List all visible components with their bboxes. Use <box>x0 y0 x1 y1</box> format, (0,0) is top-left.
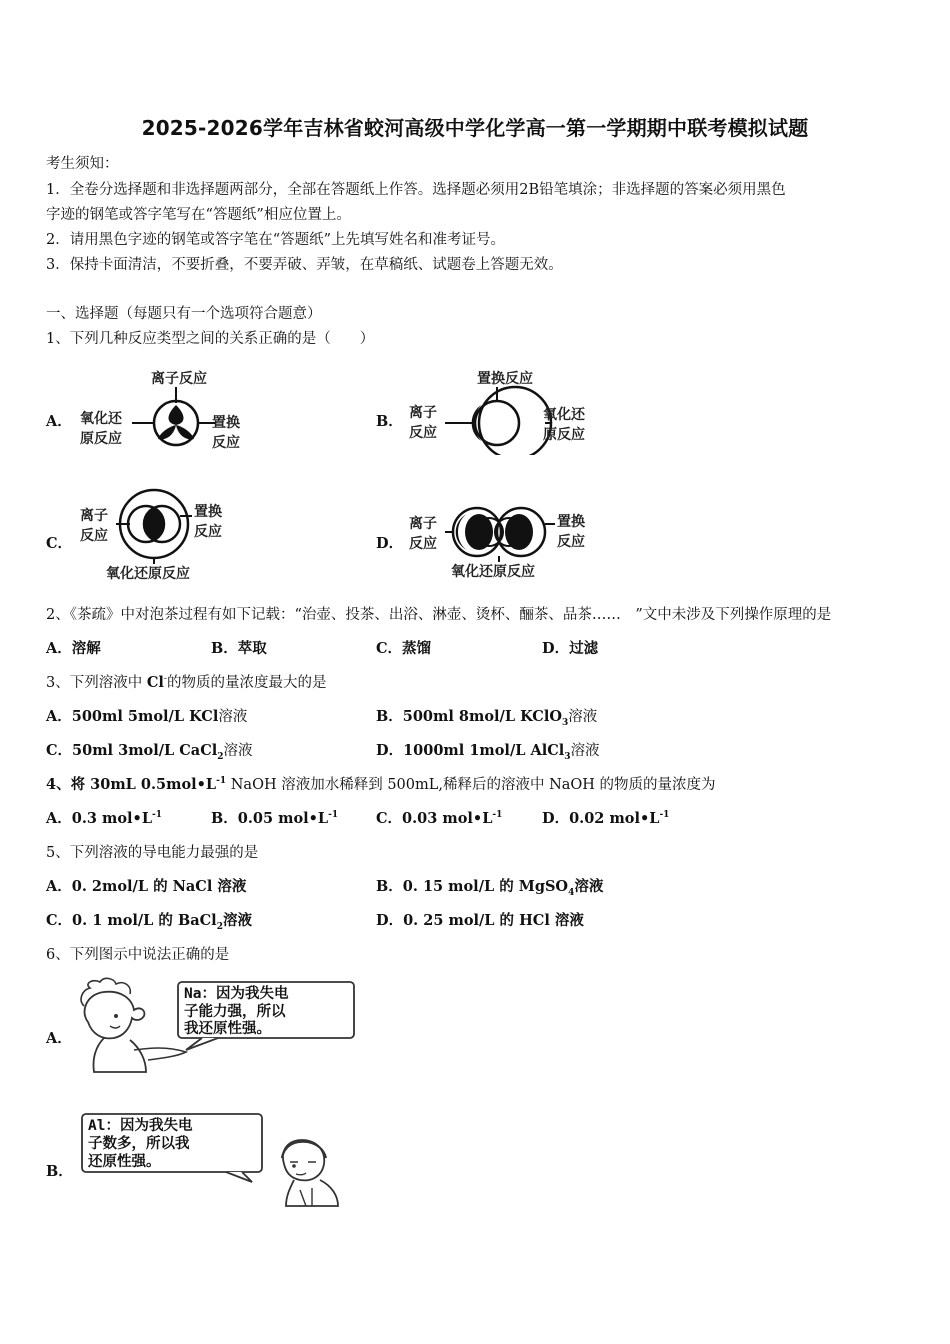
diagram-a-substitution-label-2: 反应 <box>212 435 240 451</box>
q1-diagram-b <box>405 365 605 455</box>
question-5-stem: 5、下列溶液的导电能力最强的是 <box>46 845 259 861</box>
q5-option-d: D．0. 25 mol/L 的 HCl 溶液 <box>376 912 584 929</box>
diagram-d-substitution-label-1: 置换 <box>557 514 585 530</box>
q4-option-b: B．0.05 $mol•L^{-1}$ <box>211 810 339 827</box>
diagram-a-redox-label-1: 氧化还 <box>80 411 122 427</box>
notice-item-2: 2．请用黑色字迹的钢笔或答字笔在“答题纸”上先填写姓名和准考证号。 <box>46 232 506 248</box>
question-3-stem: 3、下列溶液中 Cl-的物质的量浓度最大的是 <box>46 674 327 691</box>
q1-diagram-c <box>76 486 256 584</box>
question-6-stem: 6、下列图示中说法正确的是 <box>46 947 230 963</box>
diagram-d-ionic-label-2: 反应 <box>409 536 437 552</box>
diagram-a-substitution-label-1: 置换 <box>212 415 240 431</box>
q6-option-b-label: B． <box>46 1163 73 1180</box>
question-2-stem: 2、《茶疏》中对泡茶过程有如下记载：“治壶、投茶、出浴、淋壶、烫杯、酾茶、品茶…… ”文中未涉及下列操作原理的是 <box>46 607 832 623</box>
diagram-c-ionic-label-1: 离子 <box>80 508 108 524</box>
diagram-c-substitution-label-2: 反应 <box>194 524 222 540</box>
diagram-c-redox-label: 氧化还原反应 <box>106 566 190 582</box>
speech-bubble-b <box>82 1114 262 1182</box>
q1-option-c-label: C． <box>46 535 73 552</box>
bubble-b-line-3: 还原性强。 <box>88 1154 161 1170</box>
diagram-b-redox-label-2: 原反应 <box>543 427 585 443</box>
notice-heading: 考生须知： <box>46 156 119 172</box>
diagram-c-ionic-label-2: 反应 <box>80 528 108 544</box>
bubble-a-line-1: Na：因为我失电 <box>184 986 289 1002</box>
section-heading: 一、选择题（每题只有一个选项符合题意） <box>46 306 322 322</box>
bubble-b-line-1: Al：因为我失电 <box>88 1118 193 1134</box>
diagram-b-ionic-label-2: 反应 <box>409 425 437 441</box>
q3-option-a: A．500ml 5mol/L KCl溶液 <box>46 708 248 725</box>
diagram-b-substitution-label: 置换反应 <box>477 371 533 387</box>
girl-cartoon-icon <box>81 978 186 1072</box>
question-1-stem: 1、下列几种反应类型之间的关系正确的是（ ） <box>46 331 375 347</box>
diagram-a-ionic-label: 离子反应 <box>151 371 207 387</box>
notice-item-3: 3．保持卡面清洁，不要折叠，不要弄破、弄皱，在草稿纸、试题卷上答题无效。 <box>46 257 563 273</box>
bubble-b-line-2: 子数多，所以我 <box>88 1136 190 1152</box>
q3-option-b: B．500ml 8mol/L KClO$_3$溶液 <box>376 708 598 728</box>
q6-figure-a <box>74 976 364 1076</box>
q3-option-d: D．1000ml 1mol/L AlCl$_3$溶液 <box>376 742 600 762</box>
diagram-d-ionic-label-1: 离子 <box>409 516 437 532</box>
q2-option-d: D．过滤 <box>542 640 599 657</box>
q5-option-b: B．0. 15 mol/L 的 MgSO$_4$溶液 <box>376 878 604 898</box>
speech-bubble-a <box>178 982 354 1050</box>
diagram-c-substitution-label-1: 置换 <box>194 504 222 520</box>
diagram-d-redox-label: 氧化还原反应 <box>451 564 535 580</box>
question-4-stem: 4、将 30mL $0.5mol•L^{-1}$ NaOH 溶液加水稀释到 500mL,稀释后的溶液中 NaOH 的物质的量浓度为 <box>46 776 716 793</box>
q5-option-a: A．0. 2mol/L 的 NaCl 溶液 <box>46 878 247 895</box>
notice-item-1a: 1．全卷分选择题和非选择题两部分，全部在答题纸上作答。选择题必须用2B铅笔填涂；非选择题的答案必须用黑色 <box>46 182 786 198</box>
q2-option-b: B．萃取 <box>211 640 267 657</box>
q6-figure-b <box>76 1110 366 1210</box>
boy-cartoon-icon <box>282 1140 338 1206</box>
q2-option-a: A．溶解 <box>46 640 101 657</box>
diagram-b-redox-label-1: 氧化还 <box>543 407 585 423</box>
q4-option-c: C．0.03 $mol•L^{-1}$ <box>376 810 503 827</box>
bubble-a-line-2: 子能力强，所以 <box>184 1004 286 1020</box>
page-title: 2025-2026学年吉林省蛟河高级中学化学高一第一学期期中联考模拟试题 <box>141 116 809 140</box>
notice-item-1b: 字迹的钢笔或答字笔写在“答题纸”相应位置上。 <box>46 207 351 223</box>
q3-option-c: C．50ml 3mol/L CaCl$_2$溶液 <box>46 742 253 762</box>
q1-diagram-d <box>405 494 605 584</box>
diagram-d-substitution-label-2: 反应 <box>557 534 585 550</box>
three-leaf-intersection <box>158 405 194 439</box>
diagram-a-redox-label-2: 原反应 <box>80 431 122 447</box>
q1-diagram-a <box>76 365 256 455</box>
q5-option-c: C．0. 1 mol/L 的 BaCl$_2$溶液 <box>46 912 252 932</box>
q1-option-d-label: D． <box>376 535 404 552</box>
q4-option-a: A．0.3 $mol•L^{-1}$ <box>46 810 163 827</box>
q2-option-c: C．蒸馏 <box>376 640 432 657</box>
bubble-a-line-3: 我还原性强。 <box>184 1021 271 1037</box>
q1-option-b-label: B． <box>376 413 403 430</box>
q1-option-a-label: A． <box>46 413 72 430</box>
q6-option-a-label: A． <box>46 1030 72 1047</box>
diagram-b-ionic-label-1: 离子 <box>409 405 437 421</box>
q4-option-d: D．0.02 $mol•L^{-1}$ <box>542 810 670 827</box>
